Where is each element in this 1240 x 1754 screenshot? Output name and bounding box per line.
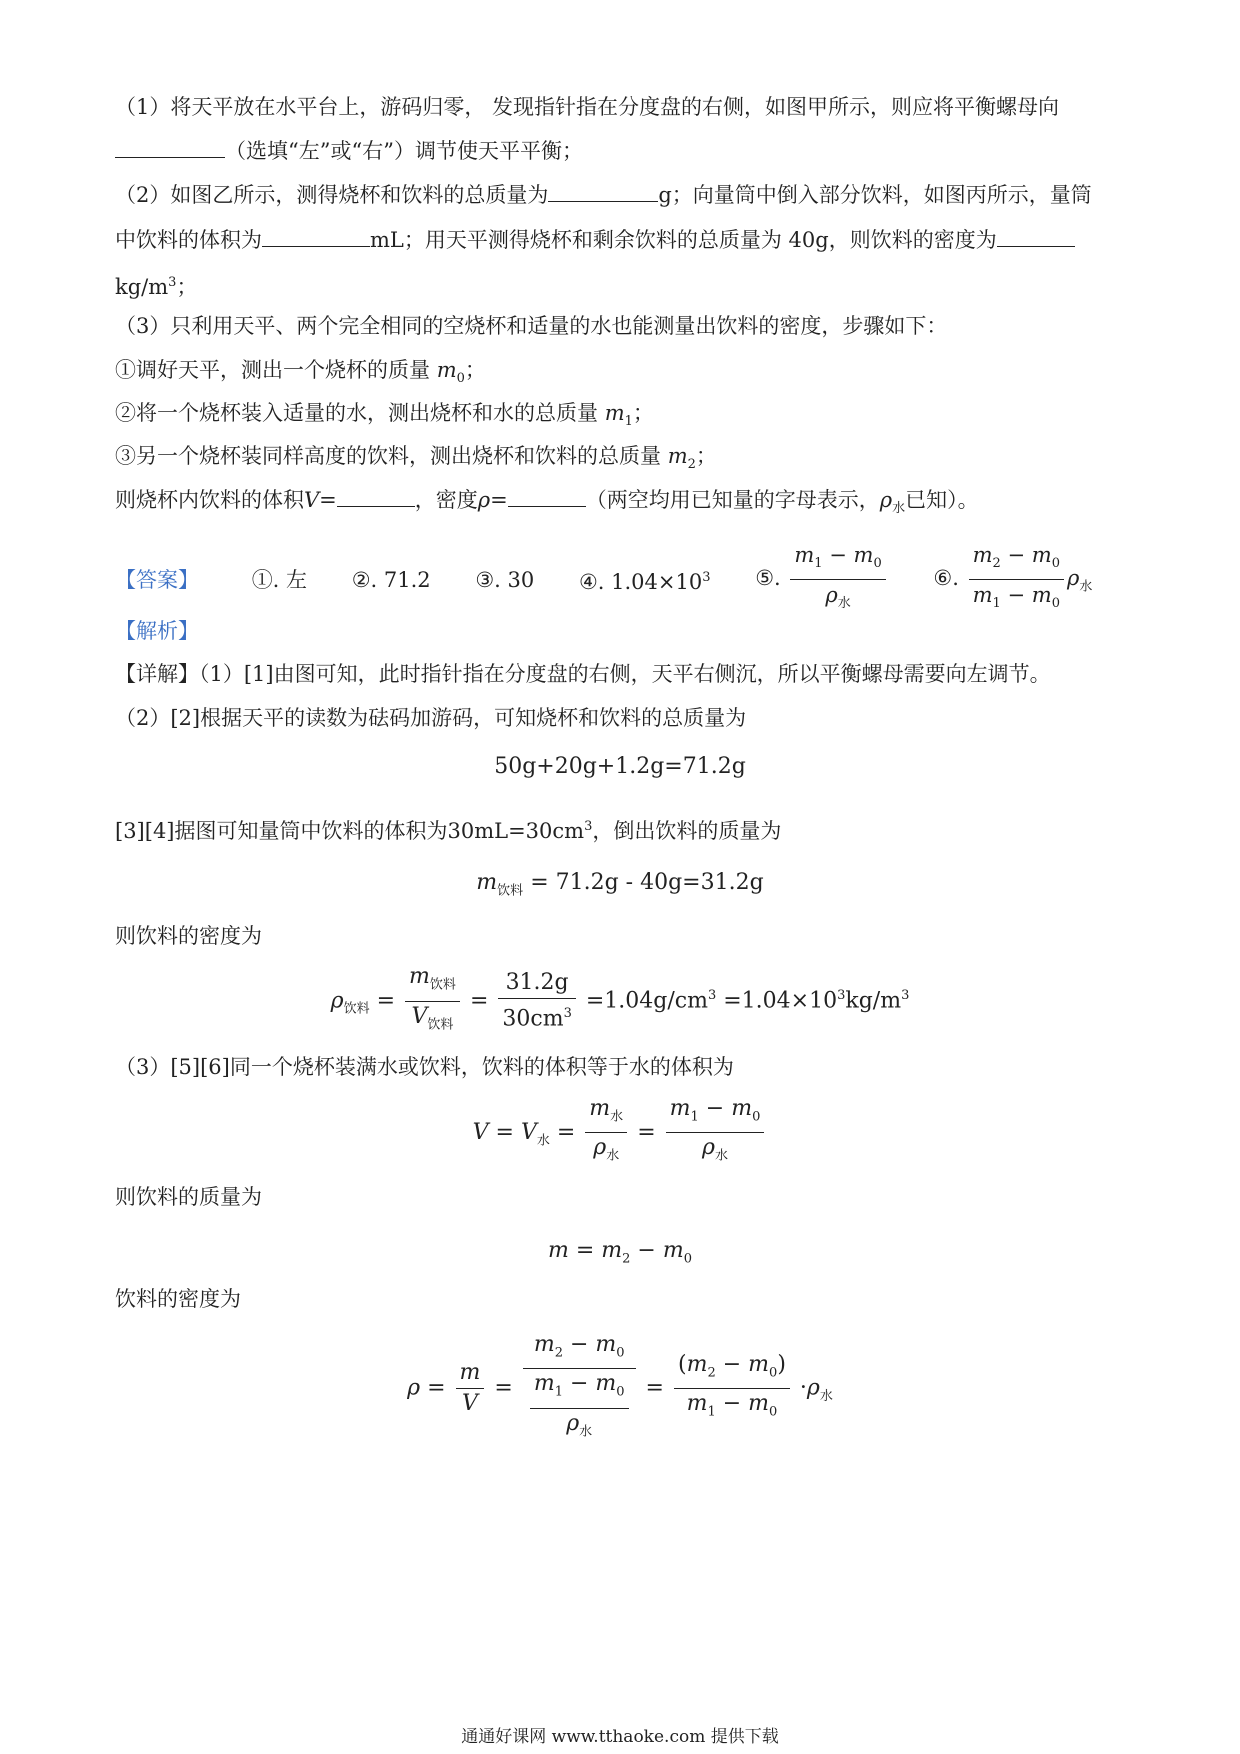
q3-step3: ③另一个烧杯装同样高度的饮料，测出烧杯和饮料的总质量 $m_2$； xyxy=(115,444,717,473)
q3-step1: ①调好天平，测出一个烧杯的质量 $m_0$； xyxy=(115,358,486,387)
q3-step2: ②将一个烧杯装入适量的水，测出烧杯和水的总质量 $m_1$； xyxy=(115,401,654,430)
eq6-inner-fraction: $\frac{m_1 - m_0}{\rho_水}$ xyxy=(530,1369,629,1447)
analysis-p6: 则饮料的质量为 xyxy=(115,1185,262,1209)
answer-5-fraction: $\frac{m_1 - m_0}{\rho_水}$ xyxy=(790,540,885,619)
q1-line2: （选填“左”或“右”）调节使天平平衡； xyxy=(115,136,583,166)
equation-6: ρ = $\frac{m}{V}$ = $\frac{m_2 - m_0}{\frac{m_1 - m_0}{\rho_水}}$ = $\frac{(m_2 - m_0)}{m_1 - m_0}$ $\cdot\rho_水$ xyxy=(0,1330,1240,1447)
equation-3: $\rho_{饮料}$ = $\frac{m_{饮料}}{V_{饮料}}$ = $\frac{31.2g}{30cm^3}$ $=1.04g/cm^3 =1.04\times 10^3kg/m^3$ xyxy=(0,962,1240,1044)
q2-line2: 中饮料的体积为 mL；用天平测得烧杯和剩余饮料的总质量为 40g，则饮料的密度为 xyxy=(115,225,1075,255)
q2-line1: （2）如图乙所示，测得烧杯和饮料的总质量为 g；向量筒中倒入部分饮料，如图丙所示，量筒 xyxy=(115,183,1092,207)
analysis-p3: [3][4]据图可知量筒中饮料的体积为$30mL=30cm^3$，倒出饮料的质量为 xyxy=(115,819,782,843)
footer: 通通好课网 www.tthaoke.com 提供下载 xyxy=(461,1727,779,1747)
answer-row xyxy=(115,540,1130,619)
analysis-p1: 【详解】（1）[1]由图可知，此时指针指在分度盘的右侧，天平右侧沉，所以平衡螺母需要向左调节。 xyxy=(115,662,1051,686)
eq6-fraction-1: $\frac{m}{V}$ xyxy=(456,1358,485,1419)
answer-2: ②. 71.2 xyxy=(351,567,431,592)
answer-6-fraction: $\frac{m_2 - m_0}{m_1 - m_0}$ xyxy=(969,540,1064,619)
answer-5: ⑤. $\frac{m_1 - m_0}{\rho_水}$ xyxy=(755,540,889,619)
analysis-p7: 饮料的密度为 xyxy=(115,1287,241,1311)
analysis-p4: 则饮料的密度为 xyxy=(115,924,262,948)
answer-3: ③. 30 xyxy=(475,567,535,592)
equation-1: 50g+20g+1.2g=71.2g xyxy=(494,754,746,779)
analysis-p2: （2）[2]根据天平的读数为砝码加游码，可知烧杯和饮料的总质量为 xyxy=(115,706,747,730)
q3-intro: （3）只利用天平、两个完全相同的空烧杯和适量的水也能测量出饮料的密度，步骤如下： xyxy=(115,314,948,338)
q1-line1: （1）将天平放在水平台上，游码归零， 发现指针指在分度盘的右侧，如图甲所示，则应将平衡螺母向 xyxy=(115,95,1060,119)
blank-6 xyxy=(508,486,586,507)
equation-5: $m = m_2 - m_0$ xyxy=(547,1238,693,1267)
q3-ask: 则烧杯内饮料的体积V= ，密度ρ= （两空均用已知量的字母表示，$\rho_水$已知）。 xyxy=(115,488,979,517)
answer-label: 【答案】 xyxy=(115,567,199,592)
eq4-fraction-2: $\frac{m_1 - m_0}{\rho_水}$ xyxy=(666,1094,765,1172)
eq3-fraction-numeric: $\frac{31.2g}{30cm^3}$ xyxy=(498,968,575,1034)
answer-6: ⑥. $\frac{m_2 - m_0}{m_1 - m_0}$ $\rho_水$ xyxy=(933,540,1092,619)
analysis-p5: （3）[5][6]同一个烧杯装满水或饮料，饮料的体积等于水的体积为 xyxy=(115,1055,734,1079)
analysis-label: 【解析】 xyxy=(115,619,199,643)
eq6-compound-fraction: $\frac{m_2 - m_0}{\frac{m_1 - m_0}{\rho_水}}$ xyxy=(523,1330,636,1447)
answer-4: ④. $1.04\times 10^3$ xyxy=(578,569,711,594)
blank-3 xyxy=(262,226,370,247)
blank-4 xyxy=(997,226,1075,247)
blank-2 xyxy=(548,181,658,202)
answer-1: ①. 左 xyxy=(251,567,308,592)
eq3-fraction-symbolic: $\frac{m_{饮料}}{V_{饮料}}$ xyxy=(405,962,460,1040)
blank-1 xyxy=(115,137,225,158)
blank-5 xyxy=(337,486,415,507)
equation-4: $V = V_水$ = $\frac{m_水}{\rho_水}$ = $\frac{m_1 - m_0}{\rho_水}$ xyxy=(0,1094,1240,1175)
eq6-fraction-3: $\frac{(m_2 - m_0)}{m_1 - m_0}$ xyxy=(674,1350,790,1428)
equation-2: $m_{饮料} = 71.2g - 40g=31.2g$ xyxy=(476,870,764,899)
eq4-fraction-1: $\frac{m_水}{\rho_水}$ xyxy=(585,1094,627,1172)
q2-line3: $kg/m^3$； xyxy=(115,275,198,299)
